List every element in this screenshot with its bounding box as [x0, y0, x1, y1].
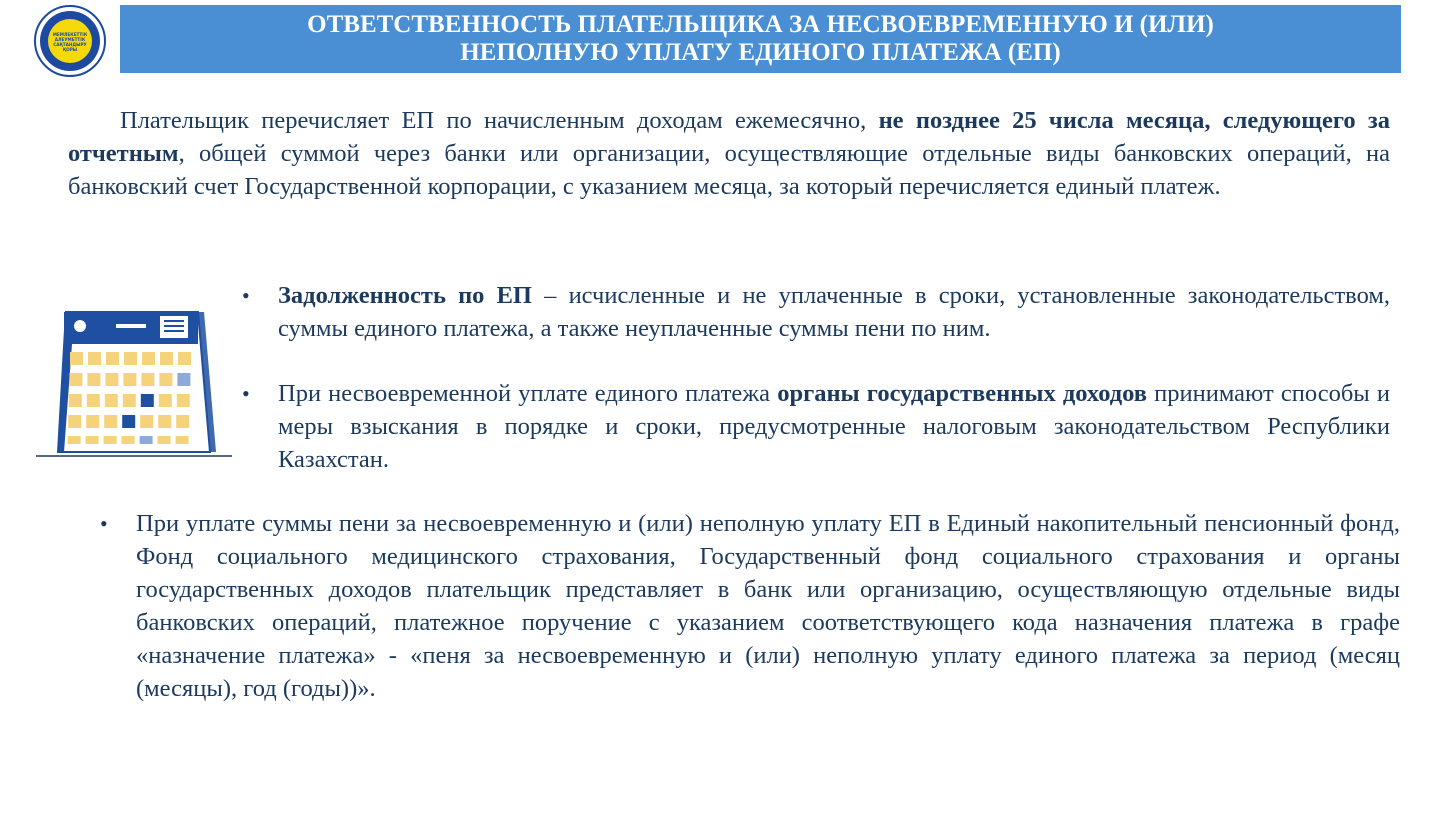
calendar-day-cell — [123, 373, 136, 386]
svg-text:МЕМЛЕКЕТТІК: МЕМЛЕКЕТТІК — [52, 32, 88, 37]
calendar-day-cell — [86, 436, 99, 444]
calendar-day-cell — [159, 394, 172, 407]
calendar-day-cell — [177, 373, 190, 386]
calendar-day-cell — [69, 394, 82, 407]
page-title — [120, 5, 1401, 73]
intro-deadline: не позднее 25 числа месяца, следующего за отчетным — [68, 107, 1390, 167]
calendar-day-cell — [105, 373, 118, 386]
bullet-icon: • — [242, 283, 250, 308]
svg-text:АЛЕУМЕТТІК: АЛЕУМЕТТІК — [54, 37, 86, 42]
calendar-day-cell — [158, 415, 171, 428]
bullet-icon: • — [100, 511, 108, 536]
calendar-day-cell — [141, 394, 154, 407]
calendar-day-cell — [69, 373, 82, 386]
calendar-day-cell — [158, 436, 171, 444]
calendar-day-cell — [140, 436, 153, 444]
calendar-day-cell — [122, 415, 135, 428]
calendar-day-cell — [87, 373, 100, 386]
collection-authority: органы государственных доходов — [777, 380, 1148, 407]
calendar-day-cell — [87, 394, 100, 407]
calendar-day-cell — [124, 352, 137, 365]
collection-text-2: принимают способы и меры взыскания в порядке и сроки, предусмотренные налоговым законодательством Республики Казахстан. — [278, 380, 1390, 473]
calendar-day-cell — [176, 436, 189, 444]
intro-text-2: , общей суммой через банки или организации, осуществляющие отдельные виды банковских операций, на банковский счет Государственной корпорации, с указанием месяца, за который перечисляется единый платеж. — [68, 140, 1390, 200]
calendar-day-cell — [70, 352, 83, 365]
calendar-day-cell — [142, 352, 155, 365]
bullet-collection-measures — [242, 377, 1390, 476]
calendar-day-cell — [123, 394, 136, 407]
intro-paragraph — [68, 104, 1390, 203]
debt-term: Задолженность по ЕП — [278, 282, 532, 309]
calendar-day-cell — [104, 415, 117, 428]
calendar-day-cell — [160, 352, 173, 365]
title-line-2: НЕПОЛНУЮ УПЛАТУ ЕДИНОГО ПЛАТЕЖА (ЕП) — [460, 39, 1061, 66]
svg-text:ҚОРЫ: ҚОРЫ — [62, 47, 78, 52]
bullet-debt-definition — [242, 279, 1390, 345]
calendar-day-cell — [159, 373, 172, 386]
calendar-day-cell — [106, 352, 119, 365]
calendar-icon — [36, 306, 232, 458]
collection-text-1: При несвоевременной уплате единого платежа — [278, 380, 778, 407]
calendar-day-cell — [177, 394, 190, 407]
debt-definition: – исчисленные и не уплаченные в сроки, установленные законодательством, суммы единого платежа, а также неуплаченные суммы пени по ним. — [278, 282, 1390, 342]
calendar-day-cell — [104, 436, 117, 444]
intro-text-1: Плательщик перечисляет ЕП по начисленным доходам ежемесячно, — [120, 107, 879, 134]
calendar-day-cell — [68, 415, 81, 428]
svg-text:САҚТАНДЫРУ: САҚТАНДЫРУ — [53, 42, 87, 47]
calendar-day-cell — [88, 352, 101, 365]
bullet-penalty-payment — [100, 507, 1400, 705]
calendar-day-cell — [140, 415, 153, 428]
logo-emblem — [34, 5, 106, 77]
calendar-day-cell — [122, 436, 135, 444]
calendar-day-cell — [141, 373, 154, 386]
calendar-day-cell — [86, 415, 99, 428]
calendar-day-cell — [105, 394, 118, 407]
calendar-day-cell — [68, 436, 81, 444]
penalty-payment-text: При уплате суммы пени за несвоевременную и (или) неполную уплату ЕП в Единый накопительный пенсионный фонд, Фонд социального медицинского страхования, Государственный фонд социального страхования и органы государственных доходов плательщик представляет в банк или организацию, осуществляющую отдельные виды банковских операций, платежное поручение с указанием соответствующего кода назначения платежа в графе «назначение платежа» - «пеня за несвоевременную и (или) неполную уплату единого платежа за период (месяц (месяцы), год (годы))». — [136, 510, 1400, 702]
calendar-day-cell — [178, 352, 191, 365]
calendar-day-cell — [176, 415, 189, 428]
bullet-icon: • — [242, 381, 250, 406]
title-line-1: ОТВЕТСТВЕННОСТЬ ПЛАТЕЛЬЩИКА ЗА НЕСВОЕВРЕМЕННУЮ И (ИЛИ) — [307, 11, 1214, 38]
